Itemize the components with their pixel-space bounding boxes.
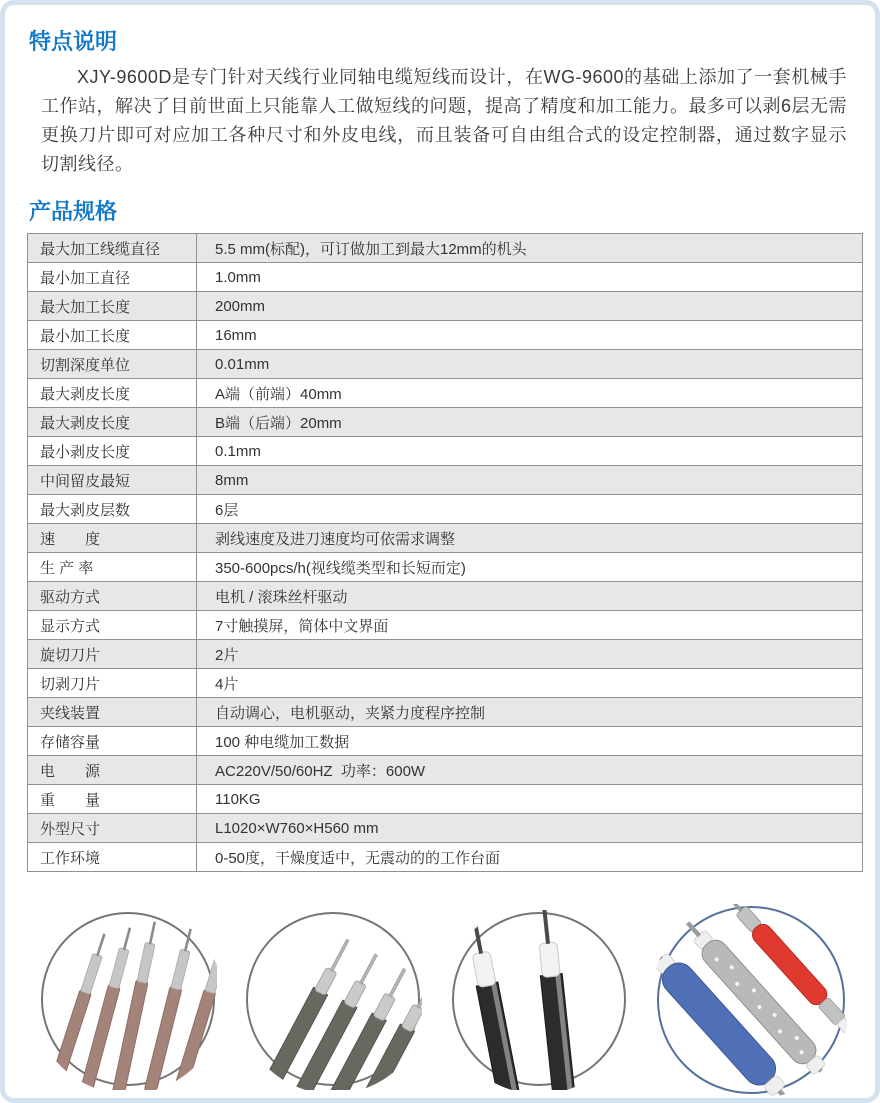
- cable-photo-black-coax: [450, 910, 628, 1090]
- table-row: [28, 727, 863, 756]
- table-row: [28, 263, 863, 292]
- spec-value: 0.01mm: [197, 350, 863, 379]
- cable-photo-tan-coax: [39, 910, 217, 1090]
- spec-value: 16mm: [197, 321, 863, 350]
- spec-label: 最大加工线缆直径: [28, 234, 197, 263]
- cable-gallery: [27, 904, 853, 1096]
- table-row: [28, 379, 863, 408]
- table-row: [28, 582, 863, 611]
- spec-value: 4片: [197, 669, 863, 698]
- spec-value: AC220V/50/60HZ 功率：600W: [197, 756, 863, 785]
- spec-label: 最大剥皮长度: [28, 408, 197, 437]
- specs-table: [27, 233, 863, 872]
- table-row: [28, 437, 863, 466]
- spec-value: L1020×W760×H560 mm: [197, 814, 863, 843]
- spec-value: 自动调心，电机驱动，夹紧力度程序控制: [197, 698, 863, 727]
- spec-value: 电机 / 滚珠丝杆驱动: [197, 582, 863, 611]
- spec-label: 工作环境: [28, 843, 197, 872]
- table-row: [28, 292, 863, 321]
- page-content: [5, 5, 875, 1096]
- spec-label: 存储容量: [28, 727, 197, 756]
- spec-value: 1.0mm: [197, 263, 863, 292]
- features-title: 特点说明: [29, 29, 118, 54]
- specs-table-body: [28, 234, 863, 872]
- table-row: [28, 843, 863, 872]
- spec-label: 旋切刀片: [28, 640, 197, 669]
- spec-label: 切割深度单位: [28, 350, 197, 379]
- spec-value: 8mm: [197, 466, 863, 495]
- spec-label: 外型尺寸: [28, 814, 197, 843]
- table-row: [28, 524, 863, 553]
- spec-value: B端（后端）20mm: [197, 408, 863, 437]
- spec-label: 生 产 率: [28, 553, 197, 582]
- features-paragraph: XJY-9600D是专门针对天线行业同轴电缆短线而设计，在WG-9600的基础上添加了一套机械手工作站，解决了目前世面上只能靠人工做短线的问题，提高了精度和加工能力。最多可以剥6层无需更换刀片即可对应加工各种尺寸和外皮电线，而且装备可自由组合式的设定控制器，通过数字显示切割线径。: [41, 67, 848, 174]
- table-row: [28, 495, 863, 524]
- table-row: [28, 756, 863, 785]
- spec-value: A端（前端）40mm: [197, 379, 863, 408]
- spec-value: 2片: [197, 640, 863, 669]
- spec-label: 切剥刀片: [28, 669, 197, 698]
- table-row: [28, 669, 863, 698]
- spec-value: 0.1mm: [197, 437, 863, 466]
- spec-label: 最小加工直径: [28, 263, 197, 292]
- spec-label: 速 度: [28, 524, 197, 553]
- cable-photo-color-samples: [655, 904, 847, 1096]
- spec-value: 200mm: [197, 292, 863, 321]
- spec-value: 350-600pcs/h(视线缆类型和长短而定): [197, 553, 863, 582]
- table-row: [28, 553, 863, 582]
- spec-value: 5.5 mm(标配)，可订做加工到最大12mm的机头: [197, 234, 863, 263]
- spec-label: 最大加工长度: [28, 292, 197, 321]
- spec-value: 剥线速度及进刀速度均可依需求调整: [197, 524, 863, 553]
- spec-label: 驱动方式: [28, 582, 197, 611]
- spec-value: 6层: [197, 495, 863, 524]
- table-row: [28, 350, 863, 379]
- table-row: [28, 698, 863, 727]
- table-row: [28, 466, 863, 495]
- spec-label: 中间留皮最短: [28, 466, 197, 495]
- spec-value: 110KG: [197, 785, 863, 814]
- spec-value: 100 种电缆加工数据: [197, 727, 863, 756]
- spec-label: 夹线装置: [28, 698, 197, 727]
- spec-label: 最小剥皮长度: [28, 437, 197, 466]
- table-row: [28, 814, 863, 843]
- spec-label: 最小加工长度: [28, 321, 197, 350]
- spec-label: 重 量: [28, 785, 197, 814]
- spec-label: 最大剥皮长度: [28, 379, 197, 408]
- specs-title: 产品规格: [29, 199, 118, 224]
- table-row: [28, 640, 863, 669]
- cable-photo-gray-coax: [244, 910, 422, 1090]
- table-row: [28, 785, 863, 814]
- spec-label: 显示方式: [28, 611, 197, 640]
- table-row: [28, 611, 863, 640]
- spec-label: 电 源: [28, 756, 197, 785]
- table-row: [28, 408, 863, 437]
- spec-value: 7寸触摸屏，简体中文界面: [197, 611, 863, 640]
- table-row: [28, 321, 863, 350]
- spec-value: 0-50度，干燥度适中，无震动的的工作台面: [197, 843, 863, 872]
- spec-label: 最大剥皮层数: [28, 495, 197, 524]
- table-row: [28, 234, 863, 263]
